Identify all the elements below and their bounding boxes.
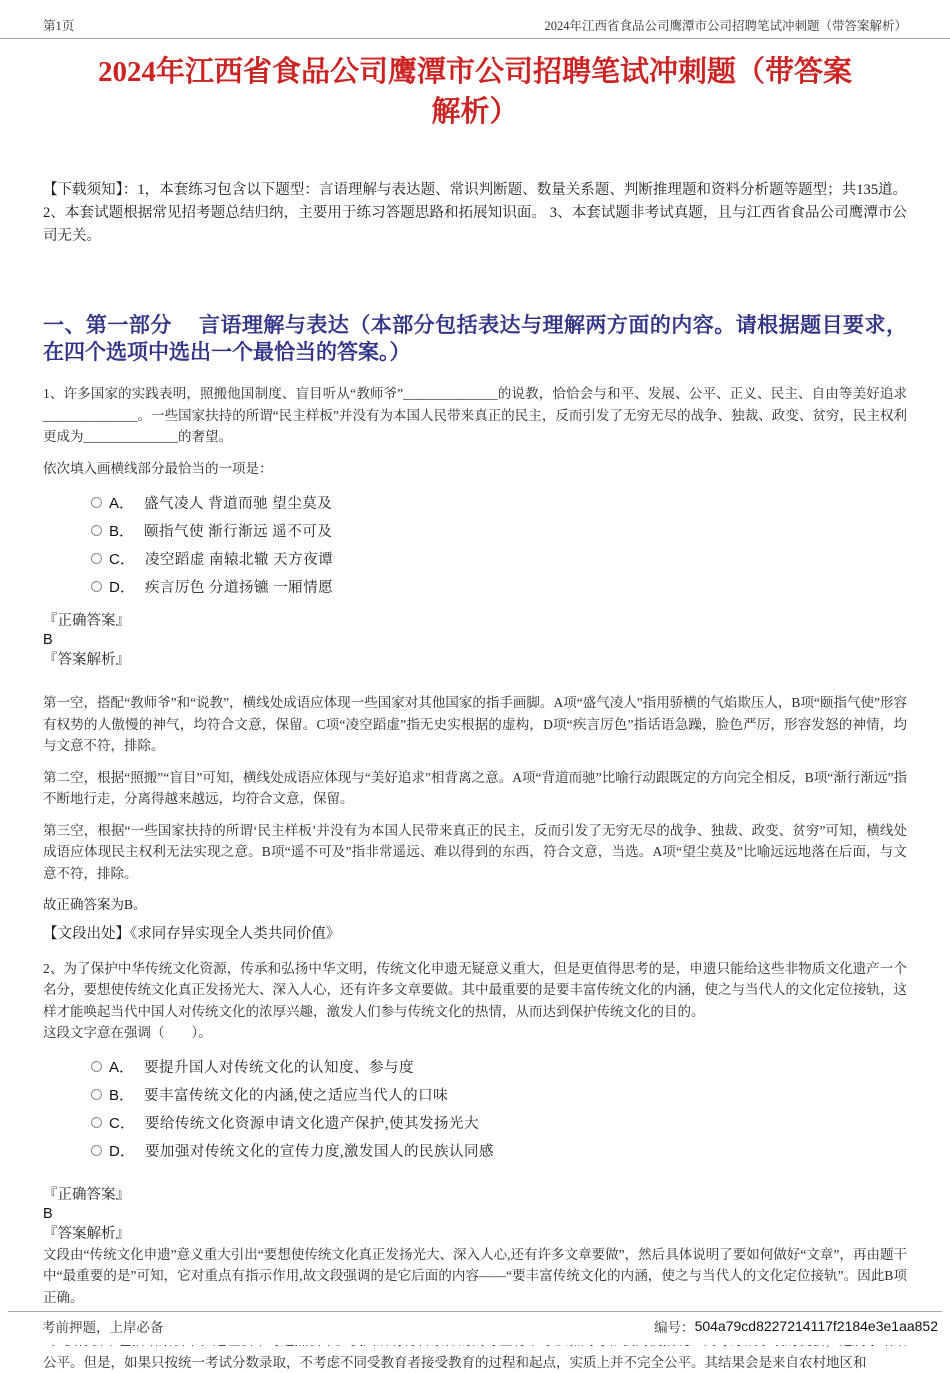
serial-label: 编号： (654, 1319, 695, 1335)
option-letter: C． (109, 550, 135, 568)
option-letter: C． (109, 1115, 135, 1132)
document-title: 2024年江西省食品公司鹰潭市公司招聘笔试冲刺题（带答案解析） (98, 56, 853, 128)
header-doc-title: 2024年江西省食品公司鹰潭市公司招聘笔试冲刺题（带答案解析） (544, 19, 907, 33)
download-notice: 【下载须知】：1，本套练习包含以下题型：言语理解与表达题、常识判断题、数量关系题、判断推理题和资料分析题等题型；共135道。 2、本套试题根据常见招考题总结归纳，主要用于练习答题思路和拓展知识面。 3、本套试题非考试真题，且与江西省食品公司鹰潭市公司无关。 (43, 182, 907, 244)
option-row-a[interactable] (91, 488, 907, 516)
option-row-d[interactable] (91, 572, 907, 600)
serial-value: 504a79cd8227214117f2184e3e1aa852 (694, 1317, 938, 1334)
question-2 (43, 958, 907, 1309)
analysis-label: 『答案解析』 (43, 1225, 130, 1242)
question-1-options (43, 488, 907, 600)
question-3-stem: 公平。但是，如果只按统一考试分数录取，不考虑不同受教育者接受教育的过程和起点，实质上并不完全公平。其结果会是来自农村地区和 (43, 1354, 867, 1370)
page-number: 第1页 (43, 19, 75, 33)
conclusion-text: 故正确答案为B。 (43, 897, 147, 912)
source-reference: 【文段出处】《求同存异实现全人类共同价值》 (43, 925, 341, 942)
option-text: 要丰富传统文化的内涵,使之适应当代人的口味 (144, 1088, 449, 1104)
option-text: 盛气凌人 背道而驰 望尘莫及 (144, 495, 333, 512)
correct-answer-label: 『正确答案』 (43, 613, 130, 629)
option-letter: D． (109, 578, 135, 596)
radio-button[interactable] (91, 497, 102, 508)
correct-answer-label: 『正确答案』 (43, 1186, 130, 1203)
option-row-b[interactable] (91, 1081, 907, 1109)
page-footer (8, 1311, 942, 1345)
option-letter: B． (109, 1087, 135, 1104)
option-text: 凌空蹈虚 南辕北辙 天方夜谭 (144, 551, 334, 568)
option-row-d[interactable] (91, 1137, 907, 1165)
radio-button[interactable] (91, 525, 102, 536)
question-2-stem: 2、为了保护中华传统文化资源，传承和弘扬中华文明，传统文化申遗无疑意义重大，但是更值得思考的是，申遗只能给这些非物质文化遗产一个名分，要想使传统文化真正发扬光大、深入人心，还有许多文章要做。其中最重要的是要丰富传统文化的内涵，使之与当代人的文化定位接轨，这样才能唤起当代中国人对传统文化的浓厚兴趣，激发人们参与传统文化的热情，从而达到保护传统文化的目的。 (43, 960, 907, 1019)
analysis-paragraph: 第一空，搭配“教师爷”和“说教”，横线处成语应体现一些国家对其他国家的指手画脚。A项“盛气凌人”指用骄横的气焰欺压人，B项“颐指气使”形容有权势的人傲慢的神气，均符合文意，保留。C项“凌空蹈虚”指无史实根据的虚构，D项“疾言厉色”指话语急躁，脸色严厉，形容发怒的神情，均与文意不符，排除。 (43, 695, 907, 753)
option-letter: B． (109, 522, 135, 540)
radio-button[interactable] (91, 1061, 102, 1072)
page-header (0, 0, 950, 39)
radio-button[interactable] (91, 1089, 102, 1100)
option-text: 疾言厉色 分道扬镳 一厢情愿 (144, 579, 334, 596)
analysis-label: 『答案解析』 (43, 652, 130, 668)
radio-button[interactable] (91, 1117, 102, 1128)
option-text: 要提升国人对传统文化的认知度、参与度 (144, 1060, 415, 1076)
correct-answer-value: B (43, 632, 53, 648)
option-text: 要加强对传统文化的宣传力度,激发国人的民族认同感 (144, 1144, 494, 1160)
correct-answer-value: B (43, 1205, 53, 1222)
analysis-paragraph: 第二空，根据“照搬”“盲目”可知，横线处成语应体现与“美好追求”相背离之意。A项“背道而驰”比喻行动跟既定的方向完全相反，B项“渐行渐远”指不断地行走，分离得越来越远，均符合文意，保留。 (43, 769, 907, 806)
footer-slogan: 考前押题，上岸必备 (42, 1319, 164, 1335)
section-heading: 一、第一部分 言语理解与表达（本部分包括表达与理解两方面的内容。请根据题目要求，在四个选项中选出一个最恰当的答案。） (43, 313, 907, 364)
option-row-a[interactable] (91, 1053, 907, 1081)
option-text: 要给传统文化资源申请文化遗产保护,使其发扬光大 (144, 1116, 479, 1132)
question-2-prompt: 这段文字意在强调（ ）。 (43, 1025, 212, 1040)
option-letter: A． (109, 1059, 135, 1076)
radio-button[interactable] (91, 553, 102, 564)
radio-button[interactable] (91, 1145, 102, 1156)
option-text: 颐指气使 渐行渐远 遥不可及 (144, 523, 333, 540)
serial-number (654, 1316, 938, 1336)
question-1-stem: 1、许多国家的实践表明，照搬他国制度、盲目听从“教师爷”______________的说教，恰恰会与和平、发展、公平、正义、民主、自由等美好追求______________。一些国家扶持的所谓“民主样板”并没有为本国人民带来真正的民主，反而引发了无穷无尽的战争、独裁、政变、贫穷，民主权利更成为______________的奢望。 (43, 386, 907, 444)
question-2-options (43, 1053, 907, 1165)
radio-button[interactable] (91, 581, 102, 592)
option-row-c[interactable] (91, 1109, 907, 1137)
option-row-c[interactable] (91, 544, 907, 572)
option-letter: A． (109, 494, 135, 512)
option-row-b[interactable] (91, 516, 907, 544)
option-letter: D． (109, 1143, 135, 1160)
analysis-paragraph: 文段由“传统文化申遗”意义重大引出“要想使传统文化真正发扬光大、深入人心,还有许多文章要做”，然后具体说明了要如何做好“文章”，再由题干中“最重要的是”可知，它对重点有指示作用,故文段强调的是它后面的内容——“要丰富传统文化的内涵，使之与当代人的文化定位接轨”。因此B项正确。 (43, 1246, 907, 1305)
question-1 (43, 383, 907, 945)
question-1-prompt: 依次填入画横线部分最恰当的一项是： (43, 460, 273, 476)
analysis-paragraph: 第三空，根据“一些国家扶持的所谓‘民主样板’并没有为本国人民带来真正的民主，反而引发了无穷无尽的战争、独裁、政变、贫穷”可知，横线处成语应体现民主权利无法实现之意。B项“遥不可及”指非常遥远、难以得到的东西，符合文意，当选。A项“望尘莫及”比喻远远地落在后面，与文意不符，排除。 (43, 822, 907, 881)
